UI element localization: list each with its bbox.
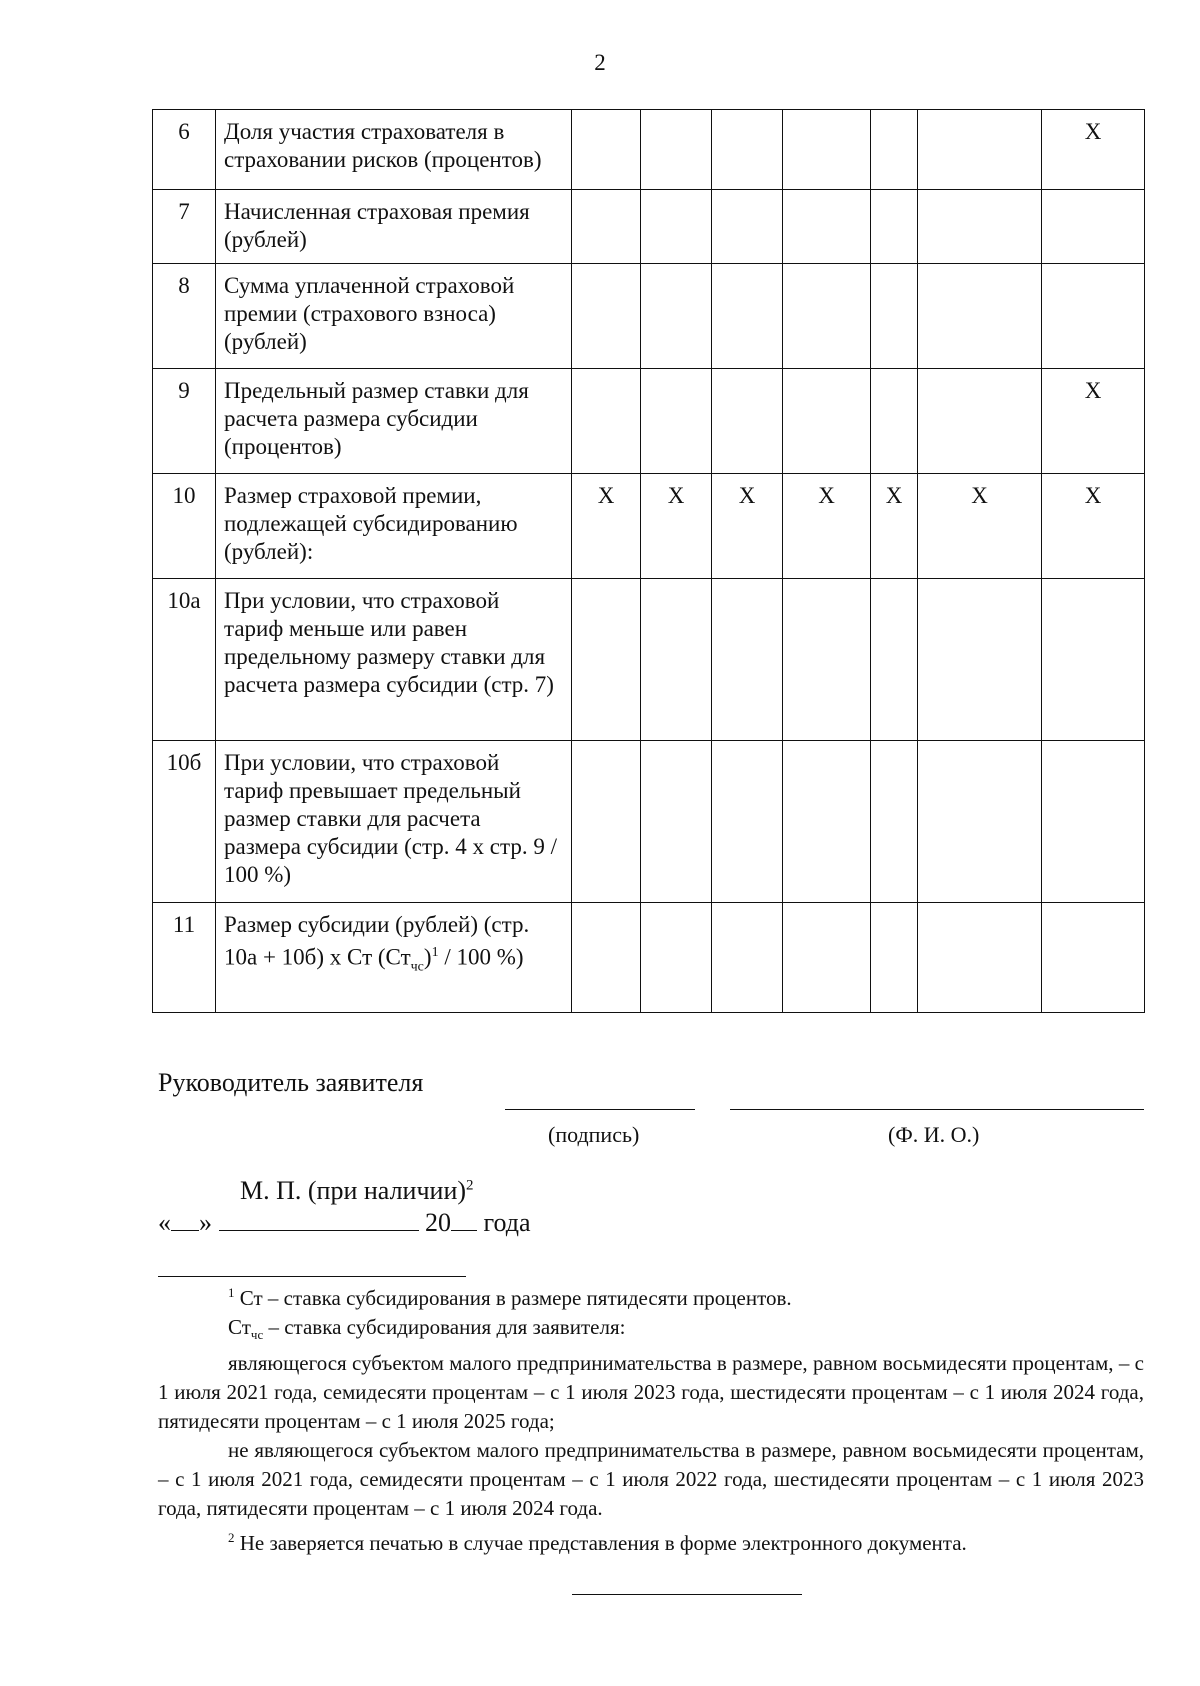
- month-blank[interactable]: [219, 1206, 419, 1231]
- footnote-1: $^1$ Ст – ставка субсидирования в размере пятидесяти процентов.: [228, 1285, 792, 1310]
- row-label: При условии, что страховой тариф меньше или равен предельному размеру ставки для расчета размера субсидии (стр. 7): [216, 579, 572, 741]
- cell-input[interactable]: [871, 264, 918, 369]
- cell-input[interactable]: [871, 903, 918, 1013]
- year-word: года: [483, 1208, 531, 1237]
- row-label: Сумма уплаченной страховой премии (страхового взноса) (рублей): [216, 264, 572, 369]
- cell-input[interactable]: [871, 110, 918, 190]
- cell-input[interactable]: [572, 264, 641, 369]
- cell-input[interactable]: [871, 190, 918, 264]
- cell-not-applicable-mark: X: [572, 474, 641, 579]
- footnote-separator: [158, 1276, 466, 1277]
- cell-input[interactable]: [783, 190, 871, 264]
- stamp-place: [240, 1176, 474, 1206]
- cell-input[interactable]: [572, 741, 641, 903]
- day-blank[interactable]: [171, 1206, 199, 1231]
- cell-input[interactable]: [641, 579, 712, 741]
- table-row: [153, 190, 1145, 264]
- subsidy-calculation-table: [152, 109, 1145, 1013]
- cell-not-applicable-mark: X: [871, 474, 918, 579]
- end-of-document-line: [572, 1594, 802, 1595]
- cell-input[interactable]: [641, 903, 712, 1013]
- page-number: 2: [594, 50, 606, 75]
- row-number: 10а: [153, 579, 216, 741]
- cell-input[interactable]: [783, 110, 871, 190]
- cell-input[interactable]: [871, 741, 918, 903]
- cell-input[interactable]: [918, 264, 1042, 369]
- cell-input[interactable]: [783, 579, 871, 741]
- cell-not-applicable-mark: X: [1042, 110, 1145, 190]
- table-row: [153, 579, 1145, 741]
- cell-not-applicable-mark: X: [918, 474, 1042, 579]
- table-row: [153, 369, 1145, 474]
- footnote-1-mark: 1: [228, 1285, 235, 1300]
- head-of-applicant-label: Руководитель заявителя: [158, 1068, 424, 1097]
- cell-input[interactable]: [1042, 741, 1145, 903]
- cell-input[interactable]: [641, 369, 712, 474]
- row-label: Доля участия страхователя в страховании рисков (процентов): [216, 110, 572, 190]
- cell-input[interactable]: [572, 579, 641, 741]
- row-number: 7: [153, 190, 216, 264]
- cell-input[interactable]: [572, 369, 641, 474]
- cell-not-applicable-mark: X: [641, 474, 712, 579]
- cell-input[interactable]: [641, 110, 712, 190]
- table-row: [153, 474, 1145, 579]
- cell-input[interactable]: [918, 741, 1042, 903]
- cell-input[interactable]: [1042, 579, 1145, 741]
- cell-input[interactable]: [712, 264, 783, 369]
- signature-line[interactable]: [505, 1109, 695, 1110]
- footnotes: [158, 1278, 1144, 1558]
- cell-input[interactable]: [572, 110, 641, 190]
- table-row: [153, 741, 1145, 903]
- cell-input[interactable]: [783, 903, 871, 1013]
- cell-input[interactable]: [712, 190, 783, 264]
- cell-input[interactable]: [641, 264, 712, 369]
- cell-input[interactable]: [572, 190, 641, 264]
- row-label: Размер субсидии (рублей) (стр. 10а + 10б) х Ст $(Ст_{чс})^1 / 100$ %): [216, 903, 572, 1013]
- row-number: 9: [153, 369, 216, 474]
- year-blank[interactable]: [451, 1206, 477, 1231]
- date-quote-close: »: [199, 1208, 212, 1237]
- row-label: При условии, что страховой тариф превышает предельный размер ставки для расчета размера субсидии (стр. 4 х стр. 9 / 100 %): [216, 741, 572, 903]
- row-label: Начисленная страховая премия (рублей): [216, 190, 572, 264]
- year-prefix: 20: [425, 1208, 451, 1237]
- footnote-1-not-small-business: не являющегося субъектом малого предпринимательства в размере, равном восьмидесяти процентам, – с 1 июля 2021 года, семидесяти процентам – с 1 июля 2022 года, шестидесяти процентам – с 1 июля 2023 года, пятидесяти процентам – с 1 июля 2024 года.: [158, 1438, 1144, 1521]
- cell-input[interactable]: [712, 579, 783, 741]
- stamp-text: М. П. (при наличии): [240, 1176, 467, 1205]
- cell-input[interactable]: [918, 579, 1042, 741]
- cell-not-applicable-mark: X: [1042, 369, 1145, 474]
- footnote-1-small-business: являющегося субъектом малого предпринимательства в размере, равном восьмидесяти процентам, – с 1 июля 2021 года, семидесяти процентам – с 1 июля 2023 года, шестидесяти процентам – с 1 июля 2024 года, пятидесяти процентам – с 1 июля 2025 года;: [158, 1351, 1144, 1434]
- cell-input[interactable]: [712, 741, 783, 903]
- cell-input[interactable]: [572, 903, 641, 1013]
- cell-input[interactable]: [783, 264, 871, 369]
- cell-input[interactable]: [783, 369, 871, 474]
- cell-input[interactable]: [712, 110, 783, 190]
- date-quote-open: «: [158, 1208, 171, 1237]
- cell-not-applicable-mark: X: [712, 474, 783, 579]
- cell-input[interactable]: [918, 369, 1042, 474]
- row-label: Размер страховой премии, подлежащей субсидированию (рублей):: [216, 474, 572, 579]
- row-label: Предельный размер ставки для расчета размера субсидии (процентов): [216, 369, 572, 474]
- cell-input[interactable]: [712, 369, 783, 474]
- row-number: 8: [153, 264, 216, 369]
- cell-input[interactable]: [1042, 190, 1145, 264]
- cell-input[interactable]: [1042, 264, 1145, 369]
- date-line: [158, 1206, 531, 1238]
- row-number: 10б: [153, 741, 216, 903]
- row-number: 6: [153, 110, 216, 190]
- cell-input[interactable]: [712, 903, 783, 1013]
- cell-not-applicable-mark: X: [1042, 474, 1145, 579]
- cell-not-applicable-mark: X: [783, 474, 871, 579]
- table-row: [153, 903, 1145, 1013]
- footnote-2-mark: 2: [228, 1530, 235, 1546]
- cell-input[interactable]: [641, 190, 712, 264]
- cell-input[interactable]: [918, 903, 1042, 1013]
- footnote-1-rate-definition: $Ст_{чс}$ – ставка субсидирования для заявителя:: [228, 1315, 626, 1343]
- row-number: 11: [153, 903, 216, 1013]
- table-row: [153, 110, 1145, 190]
- footnote-2: $^2$ Не заверяется печатью в случае представления в форме электронного документа.: [228, 1530, 967, 1556]
- cell-input[interactable]: [1042, 903, 1145, 1013]
- cell-input[interactable]: [641, 741, 712, 903]
- cell-input[interactable]: [871, 369, 918, 474]
- signature-caption: (подпись): [548, 1122, 640, 1147]
- cell-input[interactable]: [918, 190, 1042, 264]
- cell-input[interactable]: [871, 579, 918, 741]
- full-name-line[interactable]: [730, 1109, 1144, 1110]
- full-name-caption: (Ф. И. О.): [888, 1122, 980, 1147]
- cell-input[interactable]: [918, 110, 1042, 190]
- footnote-ref-2: 2: [466, 1177, 474, 1194]
- row-number: 10: [153, 474, 216, 579]
- cell-input[interactable]: [783, 741, 871, 903]
- table-row: [153, 264, 1145, 369]
